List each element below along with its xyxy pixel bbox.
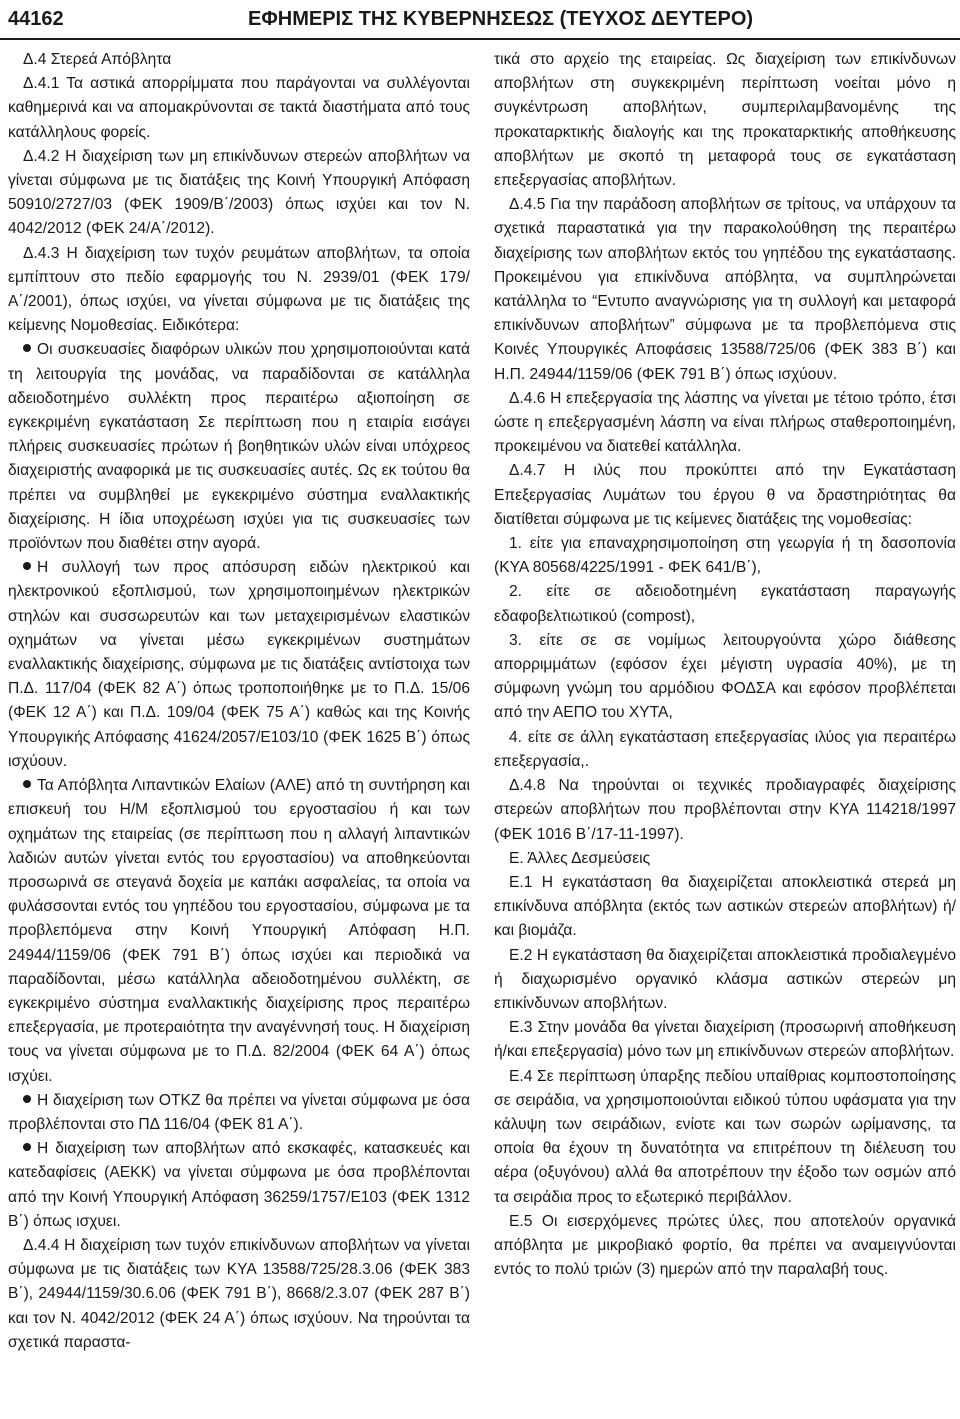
bullet-icon xyxy=(23,562,31,570)
paragraph: Ε.2 Η εγκατάσταση θα διαχειρίζεται αποκλειστικά προδιαλεγμένο ή διαχωρισμένο οργανικό κλάσμα αστικών στερεών μη επικίνδυνων αποβλήτων. xyxy=(494,946,956,1012)
bullet-paragraph xyxy=(8,1089,470,1137)
paragraph: Δ.4.8 Να τηρούνται οι τεχνικές προδιαγραφές διαχείρισης στερεών αποβλήτων που προβλέπονται στην ΚΥΑ 114218/1997 (ΦΕΚ 1016 Β΄/17-11-1997). xyxy=(494,777,956,843)
bullet-icon xyxy=(23,1143,31,1151)
paragraph: Δ.4.6 Η επεξεργασία της λάσπης να γίνεται με τέτοιο τρόπο, έτσι ώστε η επεξεργασμένη λάσπη να είναι πλήρως σταθεροποιημένη, προκειμένου να διατεθεί κατάλληλα. xyxy=(494,389,956,456)
paragraph: Δ.4.7 Η ιλύς που προκύπτει από την Εγκατάσταση Επεξεργασίας Λυμάτων του έργου θ να δραστηριότητας θα διατίθεται σύμφωνα με τις κείμενες διατάξεις της νομοθεσίας: xyxy=(494,462,956,528)
bullet-icon xyxy=(23,780,31,788)
bullet-paragraph xyxy=(8,1137,470,1234)
bullet-icon xyxy=(23,1095,31,1103)
paragraph: Ε.1 Η εγκατάσταση θα διαχειρίζεται αποκλειστικά στερεά μη επικίνδυνα απόβλητα (εκτός των αστικών στερεών αποβλήτων) ή/και βιομάζα. xyxy=(494,873,956,940)
section-heading: Δ.4 Στερεά Απόβλητα xyxy=(23,51,172,68)
bullet-paragraph xyxy=(8,774,470,1089)
list-item: 3. είτε σε σε νομίμως λειτουργούντα χώρο διάθεσης απορριμμάτων (εφόσον έχει μέγιστη υγρασία 40%), με τη σύμφωνη γνώμη του αρμόδιου ΦΟΔΣΑ και εφόσον προβλέπεται από την ΑΕΠΟ του ΧΥΤΑ, xyxy=(494,631,956,722)
bullet-text: Τα Απόβλητα Λιπαντικών Ελαίων (ΑΛΕ) από τη συντήρηση και επισκευή του Η/Μ εξοπλισμού του εργοστασίου ή και των οχημάτων της εταιρείας (σε περίπτωση που η αλλαγή λιπαντικών λαδιών αυτών γίνεται εντός του εργοστασίου) να αποθηκεύονται προσωρινά σε στεγανά δοχεία με καπάκι ασφαλείας, τα οποία να φυλάσσονται εντός του γηπέδου του εργοστασίου, σύμφωνα με τα προβλεπόμενα στην Κοινή Υπουργική Απόφαση Η.Π. 24944/1159/06 (ΦΕΚ 791 Β΄) όπως ισχύει και περιοδικά να παραδίδονται, μέσω κατάλληλα αδειοδοτημένου συλλέκτη, σε εγκεκριμένο σύστημα εναλλακτικής διαχείρισης προς περαιτέρω επεξεργασία, με προτεραιότητα την αναγέννησή τους. Η διαχείριση τους να γίνεται σύμφωνα με το Π.Δ. 82/2004 (ΦΕΚ 64 Α΄) όπως ισχύει. xyxy=(8,777,470,1085)
gazette-title: ΕΦΗΜΕΡΙΣ ΤΗΣ ΚΥΒΕΡΝΗΣΕΩΣ (ΤΕΥΧΟΣ ΔΕΥΤΕΡΟ) xyxy=(248,8,754,30)
bullet-text: Οι συσκευασίες διαφόρων υλικών που χρησιμοποιούνται κατά τη λειτουργία της μονάδας, να παραδίδονται σε κατάλληλα αδειοδοτημένο συλλέκτη προς περαιτέρω αξιοποίηση σε εγκεκριμένη εγκατάσταση Σε περίπτωση που η εταιρία εισάγει πλήρεις συσκευασίες πρώτων ή βοηθητικών υλών είναι υπόχρεος διαχειριστής αναφορικά με τις συσκευασίες αυτές. Ως εκ τούτου θα πρέπει να συμβληθεί με εγκεκριμένο σύστημα εναλλακτικής διαχείρισης. Η ίδια υποχρέωση ισχύει για τις συσκευασίες των προϊόντων που διαθέτει στην αγορά. xyxy=(8,341,470,553)
list-item: 1. είτε για επαναχρησιμοποίηση στη γεωργία ή τη δασοπονία (ΚΥΑ 80568/4225/1991 - ΦΕΚ 641/Β΄), xyxy=(494,535,956,577)
paragraph: Δ.4.2 Η διαχείριση των μη επικίνδυνων στερεών αποβλήτων να γίνεται σύμφωνα με τις διατάξεις της Κοινή Υπουργική Απόφαση 50910/2727/03 (ΦΕΚ 1909/Β΄/2003) όπως ισχύει και τον Ν. 4042/2012 (ΦΕΚ 24/Α΄/2012). xyxy=(8,147,470,238)
list-item: 2. είτε σε αδειοδοτημένη εγκατάσταση παραγωγής εδαφοβελτιωτικού (compost), xyxy=(494,583,956,625)
bullet-paragraph xyxy=(8,338,470,556)
section-heading: Ε. Άλλες Δεσμεύσεις xyxy=(509,849,651,867)
paragraph: Δ.4.3 Η διαχείριση των τυχόν ρευμάτων αποβλήτων, τα οποία εμπίπτουν στο πεδίο εφαρμογής του Ν. 2939/01 (ΦΕΚ 179/Α΄/2001), όπως ισχύει, να γίνεται σύμφωνα με τις διατάξεις της κείμενης Νομοθεσίας. Ειδικότερα: xyxy=(8,244,470,335)
paragraph: Ε.4 Σε περίπτωση ύπαρξης πεδίου υπαίθριας κομποστοποίησης σε σειράδια, να χρησιμοποιούνται ειδικού τύπου υφάσματα για την κάλυψη των σειράδιων, ενίοτε και των σωρών ωρίμανσης, τα οποία θα έχουν τη δυνατότητα να επιτρέπουν τη διέλευση του αέρα (οξυγόνου) αλλά θα αποτρέπουν την έξοδο των οσμών από τα σειράδια προς το εξωτερικό περιβάλλον. xyxy=(494,1067,956,1206)
page-number: 44162 xyxy=(8,8,64,30)
paragraph: Ε.3 Στην μονάδα θα γίνεται διαχείριση (προσωρινή αποθήκευση ή/και επεξεργασία) μόνο των μη επικίνδυνων στερεών αποβλήτων. xyxy=(494,1019,956,1061)
right-column xyxy=(494,48,956,1282)
header-rule xyxy=(0,38,960,40)
bullet-text: Η διαχείριση των αποβλήτων από εκσκαφές, κατασκευές και κατεδαφίσεις (ΑΕΚΚ) να γίνεται σύμφωνα με όσα προβλέπονται από την Κοινή Υπουργική Απόφαση 36259/1757/Ε103 (ΦΕΚ 1312 Β΄) όπως ισχυει. xyxy=(8,1140,470,1230)
paragraph: Ε.5 Οι εισερχόμενες πρώτες ύλες, που αποτελούν οργανικά απόβλητα με μικροβιακό φορτίο, θα πρέπει να αναμειγνύονται εντός το πολύ τριών (3) ημερών από την παραλαβή τους. xyxy=(494,1212,956,1279)
page-header xyxy=(8,4,952,34)
paragraph: Δ.4.5 Για την παράδοση αποβλήτων σε τρίτους, να υπάρχουν τα σχετικά παραστατικά για την παρακολούθηση της περαιτέρω διαχείρισης των αποβλήτων εκτός του γηπέδου της εγκατάστασης. Προκειμένου για επικίνδυνα απόβλητα, να συμπληρώνεται κατάλληλα το “Εντυπο αναγνώρισης για τη συλλογή και μεταφορά επικίνδυνων αποβλήτων” σύμφωνα με τα προβλεπόμενα στις Κοινές Υπουργικές Αποφάσεις 13588/725/06 (ΦΕΚ 383 Β΄) και Η.Π. 24944/1159/06 (ΦΕΚ 791 Β΄) όπως ισχύουν. xyxy=(494,196,956,383)
paragraph: Δ.4.1 Τα αστικά απορρίμματα που παράγονται να συλλέγονται καθημερινά και να απομακρύνονται σε τακτά διαστήματα από τους κατάλληλους φορείς. xyxy=(8,75,470,141)
bullet-paragraph xyxy=(8,556,470,774)
bullet-text: Η συλλογή των προς απόσυρση ειδών ηλεκτρικού και ηλεκτρονικού εξοπλισμού, των χρησιμοποιημένων ηλεκτρικών στηλών και συσσωρευτών και των μεταχειρισμένων ελαστικών οχημάτων να γίνεται μέσω εγκεκριμένων συστημάτων εναλλακτικής διαχείρισης, σύμφωνα με τις διατάξεις αντίστοιχα των Π.Δ. 117/04 (ΦΕΚ 82 Α΄) όπως τροποποιήθηκε με το Π.Δ. 15/06 (ΦΕΚ 12 Α΄) και Π.Δ. 109/04 (ΦΕΚ 75 Α΄) καθώς και της Κοινής Υπουργικής Απόφασης 41624/2057/Ε103/10 (ΦΕΚ 1625 Β΄) όπως ισχύουν. xyxy=(8,559,470,770)
list-item: 4. είτε σε άλλη εγκατάσταση επεξεργασίας ιλύος για περαιτέρω επεξεργασία,. xyxy=(494,728,956,770)
paragraph-continuation: τικά στο αρχείο της εταιρείας. Ως διαχείριση των επικίνδυνων αποβλήτων στη συγκεκριμένη περίπτωση νοείται μόνο η συγκέντρωση αποβλήτων, συμπεριλαμβανομένης της προκαταρκτικής διαλογής και της προκαταρκτικής αποθήκευσης αποβλήτων με σκοπό τη μεταφορά τους σε εγκατάσταση επεξεργασίας αποβλήτων. xyxy=(494,51,956,190)
bullet-text: Η διαχείριση των ΟΤΚΖ θα πρέπει να γίνεται σύμφωνα με όσα προβλέπονται στο ΠΔ 116/04 (ΦΕΚ 81 Α΄). xyxy=(8,1091,470,1133)
paragraph: Δ.4.4 Η διαχείριση των τυχόν επικίνδυνων αποβλήτων να γίνεται σύμφωνα με τις διατάξεις των ΚΥΑ 13588/725/28.3.06 (ΦΕΚ 383 Β΄), 24944/1159/30.6.06 (ΦΕΚ 791 Β΄), 8668/2.3.07 (ΦΕΚ 287 Β΄) και τον Ν. 4042/2012 (ΦΕΚ 24 Α΄) όπως ισχύουν. Να τηρούνται τα σχετικά παραστα- xyxy=(8,1236,470,1351)
left-column xyxy=(8,48,470,1355)
bullet-icon xyxy=(23,344,31,352)
